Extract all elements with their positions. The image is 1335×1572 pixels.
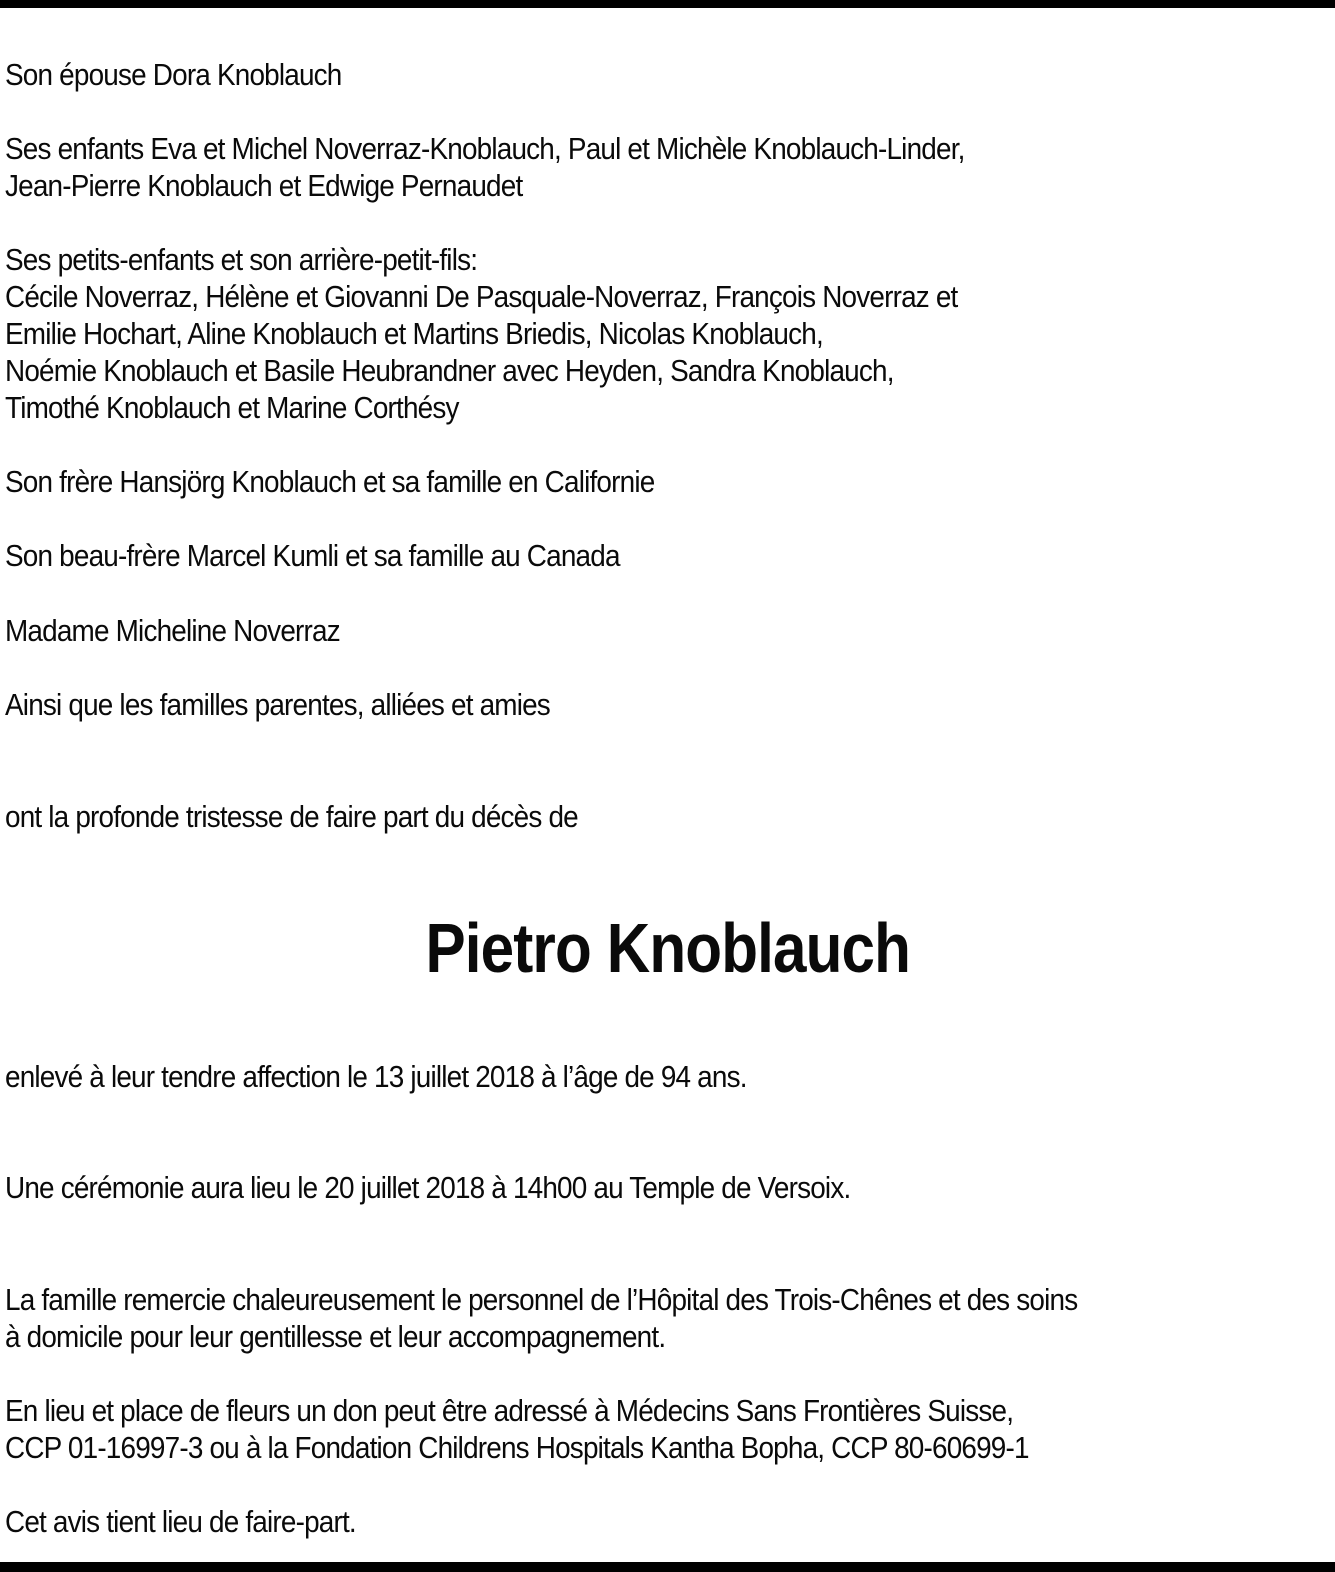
text-line: ont la profonde tristesse de faire part du décès de: [5, 799, 578, 834]
deceased-name: Pietro Knoblauch: [425, 909, 910, 987]
spouse-paragraph: [5, 56, 342, 93]
brother-in-law-paragraph: [5, 537, 620, 574]
text-line: Noémie Knoblauch et Basile Heubrandner avec Heyden, Sandra Knoblauch,: [5, 353, 894, 388]
text-line: Cécile Noverraz, Hélène et Giovanni De Pasquale-Noverraz, François Noverraz et: [5, 279, 958, 314]
children-paragraph: [5, 130, 965, 204]
text-line: Madame Micheline Noverraz: [5, 613, 340, 648]
text-line: Son beau-frère Marcel Kumli et sa famille au Canada: [5, 538, 620, 573]
text-line: Timothé Knoblauch et Marine Corthésy: [5, 390, 459, 425]
announcement-paragraph: [5, 798, 578, 835]
text-line: Son épouse Dora Knoblauch: [5, 57, 342, 92]
donations-paragraph: [5, 1392, 1029, 1466]
top-border-rule: [0, 0, 1335, 8]
text-line: En lieu et place de fleurs un don peut être adressé à Médecins Sans Frontières Suisse,: [5, 1393, 1014, 1428]
death-info-paragraph: [5, 1058, 747, 1095]
grandchildren-paragraph: [5, 241, 958, 426]
deceased-name-heading: [0, 906, 1335, 990]
text-line: Jean-Pierre Knoblauch et Edwige Pernaudet: [5, 168, 523, 203]
text-line: à domicile pour leur gentillesse et leur accompagnement.: [5, 1319, 666, 1354]
text-line: Ses petits-enfants et son arrière-petit-fils:: [5, 242, 478, 277]
text-line: CCP 01-16997-3 ou à la Fondation Childrens Hospitals Kantha Bopha, CCP 80-60699-1: [5, 1430, 1029, 1465]
text-line: La famille remercie chaleureusement le personnel de l’Hôpital des Trois-Chênes et des soins: [5, 1282, 1078, 1317]
families-paragraph: [5, 686, 550, 723]
text-line: Une cérémonie aura lieu le 20 juillet 2018 à 14h00 au Temple de Versoix.: [5, 1170, 851, 1205]
madame-paragraph: [5, 612, 340, 649]
text-line: Ses enfants Eva et Michel Noverraz-Knoblauch, Paul et Michèle Knoblauch-Linder,: [5, 131, 965, 166]
bottom-border-rule: [0, 1562, 1335, 1572]
ceremony-paragraph: [5, 1169, 850, 1206]
text-line: Cet avis tient lieu de faire-part.: [5, 1504, 356, 1539]
brother-paragraph: [5, 463, 654, 500]
text-line: Ainsi que les familles parentes, alliées et amies: [5, 687, 550, 722]
closing-paragraph: [5, 1503, 356, 1540]
text-line: Emilie Hochart, Aline Knoblauch et Martins Briedis, Nicolas Knoblauch,: [5, 316, 823, 351]
text-line: enlevé à leur tendre affection le 13 juillet 2018 à l’âge de 94 ans.: [5, 1059, 747, 1094]
thanks-paragraph: [5, 1281, 1077, 1355]
text-line: Son frère Hansjörg Knoblauch et sa famille en Californie: [5, 464, 655, 499]
